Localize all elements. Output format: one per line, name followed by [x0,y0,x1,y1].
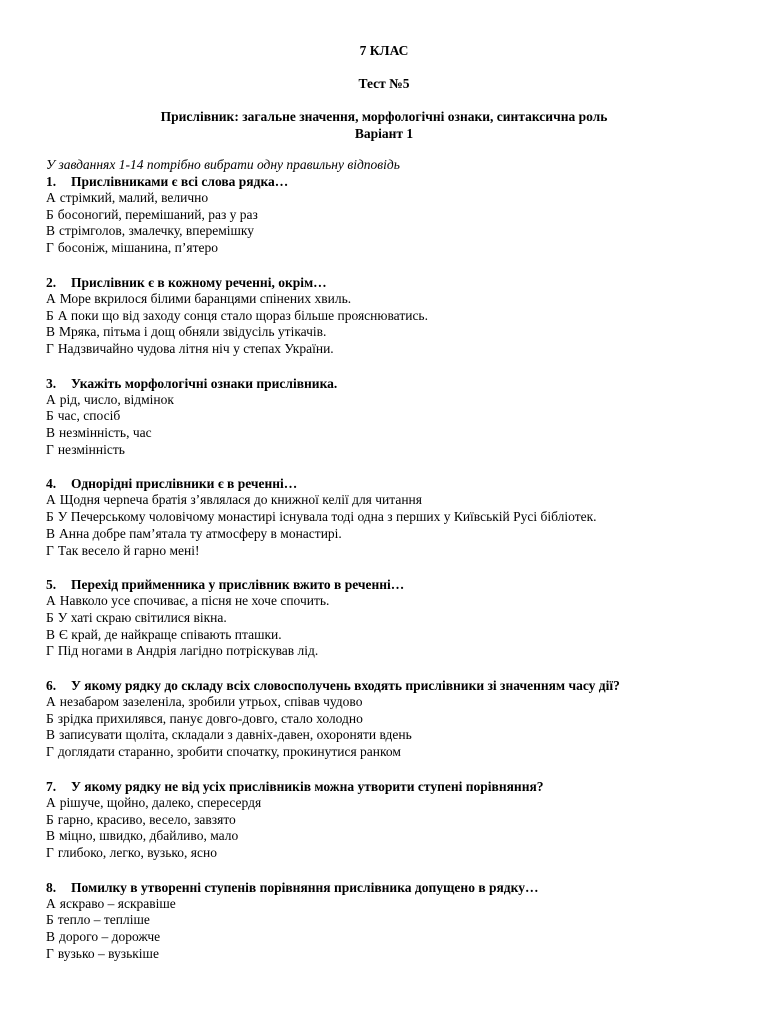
question-heading [46,274,722,291]
answer-option [46,896,722,913]
option-letter: Г [46,744,54,760]
answer-option [46,240,722,257]
option-text: Так весело й гарно мені! [57,542,200,558]
answer-option [46,946,722,963]
option-text: А поки що від заходу сонця стало щораз більше прояснюватись. [57,307,428,323]
option-letter: В [46,727,56,743]
option-text: Є край, де найкраще співають пташки. [59,626,282,642]
option-letter: А [46,895,56,911]
question-number: 1. [46,174,57,189]
question-heading [46,173,722,190]
question-number: 5. [46,577,57,593]
option-letter: В [46,626,56,642]
question-number: 6. [46,678,57,694]
option-text: незмінність [57,441,125,457]
question-number: 4. [46,476,57,492]
answer-option [46,627,722,644]
option-text: міцно, швидко, дбайливо, мало [59,828,239,844]
option-text: незмінність, час [59,425,152,441]
option-letter: В [46,425,56,441]
option-text: рід, число, відмінок [59,391,174,407]
question-heading [46,475,722,492]
question-heading [46,375,722,392]
answer-option [46,744,722,761]
topic-heading: Прислівник: загальне значення, морфологічні ознаки, синтаксична роль [160,109,608,124]
option-letter: А [46,694,56,710]
answer-option [46,324,722,341]
question-7 [46,778,722,862]
question-5 [46,576,722,660]
answer-option [46,526,722,543]
answer-option [46,341,722,358]
option-letter: В [46,828,56,844]
option-text: незабаром зазеленіла, зробили утрьох, співав чудово [59,694,363,710]
option-letter: Б [46,206,54,222]
answer-option [46,492,722,509]
answer-option [46,408,722,425]
option-text: Навколо усе спочиває, а пісня не хоче спочить. [59,593,330,609]
option-letter: Б [46,509,54,525]
answer-option [46,610,722,627]
answer-option [46,392,722,409]
option-letter: А [46,794,56,810]
question-number: 3. [46,375,57,391]
question-number: 2. [46,274,57,290]
answer-option [46,643,722,660]
option-text: дорого – дорожче [59,929,161,945]
question-number: 7. [46,778,57,794]
option-text: Щодня черneча братія з’являлася до книжної келії для читання [59,492,422,508]
answer-option [46,190,722,207]
option-letter: Г [46,542,54,558]
option-text: Надзвичайно чудова літня ніч у степах України. [57,340,334,356]
option-text: Анна добре пам’ятала ту атмосферу в монастирі. [59,525,342,541]
answer-option [46,223,722,240]
answer-option [46,711,722,728]
answer-option [46,543,722,560]
option-letter: А [46,492,56,508]
option-letter: А [46,391,56,407]
question-8 [46,879,722,963]
answer-option [46,442,722,459]
option-text: Море вкрилося білими баранцями спінених хвиль. [59,290,352,306]
question-6 [46,677,722,761]
answer-option [46,308,722,325]
option-text: тепло – тепліше [57,912,150,928]
option-text: Під ногами в Андрія лагідно потріскував лід. [57,643,319,659]
question-heading [46,778,722,795]
answer-option [46,912,722,929]
option-letter: Б [46,408,54,424]
option-text: босоніж, мішанина, п’ятеро [57,240,218,256]
answer-option [46,727,722,744]
question-text: У якому рядку не від усіх прислівників можна утворити ступені порівняння? [71,778,544,794]
option-text: босоногий, перемішаний, раз у раз [57,206,258,222]
question-text: Прислівниками є всі слова рядка… [71,174,289,189]
variant-heading: Варіант 1 [354,126,414,141]
option-text: записувати щоліта, складали з давніх-давен, охороняти вдень [59,727,412,743]
option-letter: В [46,525,56,541]
option-letter: А [46,190,56,205]
option-text: яскраво – яскравіше [59,895,176,911]
option-letter: Б [46,912,54,928]
option-text: стрімкий, малий, велично [59,190,209,205]
option-letter: А [46,290,56,306]
question-heading [46,576,722,593]
answer-option [46,845,722,862]
option-text: глибоко, легко, вузько, ясно [57,844,217,860]
question-text: Перехід прийменника у прислівник вжито в реченні… [71,577,405,593]
option-letter: В [46,929,56,945]
answer-option [46,828,722,845]
answer-option [46,694,722,711]
question-text: У якому рядку до складу всіх словосполучень входять прислівники зі значенням часу дії? [71,678,620,694]
option-letter: Б [46,710,54,726]
option-letter: Г [46,240,54,256]
option-letter: Г [46,441,54,457]
option-letter: В [46,223,56,239]
grade-heading: 7 КЛАС [359,43,409,58]
test-number-heading: Тест №5 [358,76,410,91]
option-text: час, спосіб [57,408,121,424]
option-text: вузько – вузькіше [57,945,159,961]
option-letter: Г [46,643,54,659]
answer-option [46,812,722,829]
instruction-text: У завданнях 1-14 потрібно вибрати одну правильну відповідь [46,157,400,172]
answer-option [46,593,722,610]
question-heading [46,879,722,896]
option-letter: Б [46,307,54,323]
option-letter: Г [46,844,54,860]
option-letter: Б [46,811,54,827]
option-text: стрімголов, змалечку, вперемішку [59,223,255,239]
option-letter: Б [46,609,54,625]
question-heading [46,677,722,694]
answer-option [46,929,722,946]
option-text: гарно, красиво, весело, завзято [57,811,236,827]
answer-option [46,291,722,308]
option-letter: В [46,324,56,340]
answer-option [46,207,722,224]
question-text: Прислівник є в кожному реченні, окрім… [71,274,327,290]
answer-option [46,509,722,526]
answer-option [46,795,722,812]
option-text: У хаті скраю світилися вікна. [57,609,227,625]
option-text: доглядати старанно, зробити спочатку, прокинутися ранком [57,744,401,760]
answer-option [46,425,722,442]
option-text: рішуче, щойно, далеко, спересердя [59,794,262,810]
option-text: Мряка, пітьма і дощ обняли звідусіль утікачів. [59,324,327,340]
test-page [46,42,722,980]
question-1 [46,173,722,257]
option-letter: Г [46,340,54,356]
option-text: У Печерському чоловічому монастирі існувала тоді одна з перших у Київській Русі бібліотек. [57,509,597,525]
question-list [46,173,722,963]
question-text: Помилку в утворенні ступенів порівняння прислівника допущено в рядку… [71,879,539,895]
option-letter: Г [46,945,54,961]
question-text: Однорідні прислівники є в реченні… [71,476,298,492]
option-letter: А [46,593,56,609]
question-text: Укажіть морфологічні ознаки прислівника. [71,375,338,391]
question-3 [46,375,722,459]
question-number: 8. [46,879,57,895]
question-2 [46,274,722,358]
question-4 [46,475,722,559]
option-text: зрідка прихилявся, панує довго-довго, стало холодно [57,710,363,726]
